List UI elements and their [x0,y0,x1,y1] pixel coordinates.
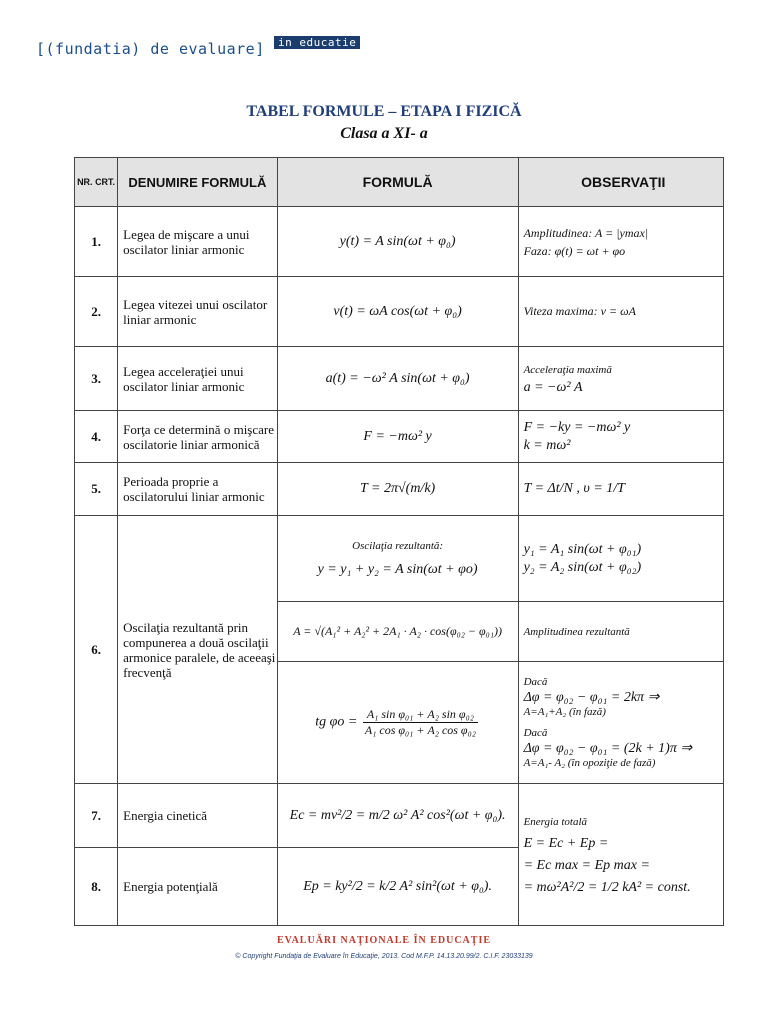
obs-line: Energia totală [523,815,588,828]
obs-line: Dacă [523,726,548,739]
obs-line: = mω²A²/2 = 1/2 kA² = const. [523,879,691,895]
obs-line: A=A₁+A₂ (în fază) [523,705,606,718]
footer-title: EVALUĂRI NAŢIONALE ÎN EDUCAŢIE [276,935,492,946]
row-observations [518,516,723,602]
row-observations [518,662,723,784]
page-subtitle: Clasa a XI- a [340,125,428,142]
row-name: Perioada proprie a oscilatorului liniar armonic [118,463,278,516]
row-observations [518,207,723,277]
table-row [75,277,724,347]
row-name: Energia potenţială [118,848,278,926]
obs-line: Amplitudinea rezultantă [523,625,630,638]
obs-line: y₁ = A₁ sin(ωt + φ₀₁) [523,541,642,557]
obs-line: Amplitudinea: A = |ymax| [523,225,649,240]
row-name: Legea vitezei unui oscilator liniar armonic [118,277,278,347]
obs-line: Dacă [523,675,548,688]
obs-line: T = Δt/N , υ = 1/T [523,481,625,496]
row-formula: Ec = mv²/2 = m/2 ω² A² cos²(ωt + φ₀). [277,784,518,848]
row-name: Oscilaţia rezultantă prin compunerea a două oscilaţii armonice paralele, de aceeaşi frecvenţă [118,516,278,784]
row-formula: Oscilaţia rezultantă: y = y₁ + y₂ = A sin(ωt + φo) [277,516,518,602]
row-observations [518,347,723,411]
logo-badge: in educatie [274,36,360,49]
obs-line: Acceleraţia maximă [523,363,612,376]
row-formula: F = −mω² y [277,411,518,463]
row-formula: tg φo = $\frac{\text{A₁ sin φ₀₁ + A₂ sin φ₀₂}}{\text{A₁ cos φ₀₁ + A₂ cos φ₀₂}}$ [277,662,518,784]
row-number: 5. [75,463,118,516]
obs-line: A=A₁- A₂ (în opoziţie de fază) [523,756,656,769]
row-number: 7. [75,784,118,848]
table-row [75,411,724,463]
table-row [75,463,724,516]
obs-line: k = mω² [523,437,571,453]
table-row [75,347,724,411]
col-header-name: DENUMIRE FORMULĂ [118,158,278,207]
row-observations [518,602,723,662]
row-number: 2. [75,277,118,347]
table-row [75,784,724,848]
obs-line: F = −ky = −mω² y [523,419,631,435]
row-number: 6. [75,516,118,784]
obs-line: a = −ω² A [523,379,583,395]
formula-label: Oscilaţia rezultantă: [352,539,444,552]
logo [36,36,357,58]
row-formula: v(t) = ωA cos(ωt + φ₀) [277,277,518,347]
page-title: TABEL FORMULE – ETAPA I FIZICĂ [246,103,522,120]
table-row [75,207,724,277]
col-header-nr: NR. CRT. [75,158,118,207]
obs-line: = Ec max = Ep max = [523,857,650,873]
row-observations [518,463,723,516]
col-header-observations: OBSERVAŢII [518,158,723,207]
table-row [75,516,724,602]
logo-text: [(fundatia) de evaluare] [36,40,265,58]
obs-line: y₂ = A₂ sin(ωt + φ₀₂) [523,559,642,575]
footer-copyright: © Copyright Fundaţia de Evaluare în Educaţie, 2013. Cod M.F.P. 14.13.20.99/2. C.I.F. 23033139 [235,953,533,960]
row-number: 1. [75,207,118,277]
row-name: Forţa ce determină o mişcare oscilatorie liniar armonică [118,411,278,463]
row-formula: Ep = ky²/2 = k/2 A² sin²(ωt + φ₀). [277,848,518,926]
obs-line: Δφ = φ₀₂ − φ₀₁ = (2k + 1)π ⇒ [523,740,693,756]
row-observations [518,411,723,463]
table-header-row [75,158,724,207]
row-formula: y(t) = A sin(ωt + φ₀) [277,207,518,277]
row-number: 4. [75,411,118,463]
formula-table [74,157,724,926]
row-name: Legea de mişcare a unui oscilator liniar armonic [118,207,278,277]
row-number: 3. [75,347,118,411]
obs-line: Faza: φ(t) = ωt + φo [523,243,626,258]
obs-line: Viteza maxima: v = ωA [523,304,636,318]
row-name: Legea acceleraţiei unui oscilator liniar armonic [118,347,278,411]
row-name: Energia cinetică [118,784,278,848]
obs-line: E = Ec + Ep = [523,835,609,851]
energy-observations [518,784,723,926]
col-header-formula: FORMULĂ [277,158,518,207]
row-formula: T = 2π√(m/k) [277,463,518,516]
obs-line: Δφ = φ₀₂ − φ₀₁ = 2kπ ⇒ [523,689,660,705]
row-formula: A = √(A₁² + A₂² + 2A₁ · A₂ · cos(φ₀₂ − φ₀₁)) [277,602,518,662]
row-number: 8. [75,848,118,926]
row-formula: a(t) = −ω² A sin(ωt + φ₀) [277,347,518,411]
row-observations [518,277,723,347]
